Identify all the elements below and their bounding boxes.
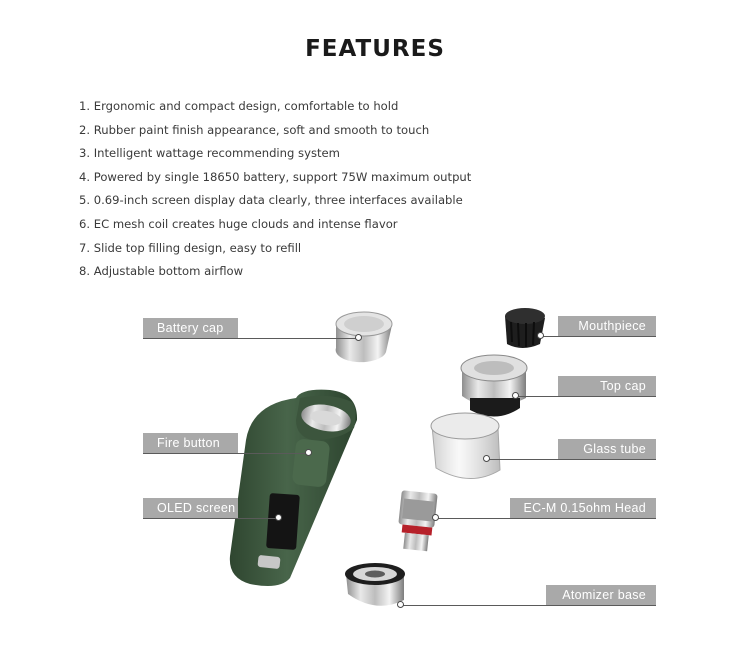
atomizer-base-part (345, 563, 405, 606)
mouthpiece-marker (537, 332, 544, 339)
top-cap-label: Top cap (558, 376, 656, 396)
battery-cap-marker (355, 334, 362, 341)
top-cap-leader (515, 396, 656, 397)
oled-screen-leader (143, 518, 278, 519)
top-cap-part (461, 355, 527, 417)
coil-head-label: EC-M 0.15ohm Head (510, 498, 656, 518)
atomizer-base-marker (397, 601, 404, 608)
fire-button-label: Fire button (143, 433, 238, 453)
fire-button-marker (305, 449, 312, 456)
feature-item: 6. EC mesh coil creates huge clouds and intense flavor (79, 216, 398, 231)
mouthpiece-leader (541, 336, 656, 337)
mod-body-part (230, 390, 357, 586)
glass-tube-label: Glass tube (558, 439, 656, 459)
oled-screen-marker (275, 514, 282, 521)
feature-item: 7. Slide top filling design, easy to refill (79, 240, 302, 255)
feature-item: 4. Powered by single 18650 battery, support 75W maximum output (79, 169, 472, 184)
top-cap-marker (512, 392, 519, 399)
atomizer-base-label: Atomizer base (546, 585, 656, 605)
feature-item: 2. Rubber paint finish appearance, soft and smooth to touch (79, 122, 430, 137)
mouthpiece-label: Mouthpiece (558, 316, 656, 336)
mouthpiece-part (505, 308, 545, 348)
atomizer-base-leader (400, 605, 656, 606)
coil-head-marker (432, 514, 439, 521)
glass-tube-part (431, 413, 500, 479)
glass-tube-marker (483, 455, 490, 462)
feature-item: 5. 0.69-inch screen display data clearly, three interfaces available (79, 193, 463, 208)
battery-cap-leader (143, 338, 358, 339)
feature-item: 3. Intelligent wattage recommending system (79, 146, 340, 161)
coil-head-part (398, 490, 437, 551)
fire-button-leader (143, 453, 308, 454)
features-heading: FEATURES (305, 36, 445, 62)
battery-cap-label: Battery cap (143, 318, 238, 338)
feature-item: 8. Adjustable bottom airflow (79, 264, 244, 279)
feature-item: 1. Ergonomic and compact design, comfortable to hold (79, 99, 399, 113)
oled-screen-label: OLED screen (143, 498, 238, 518)
glass-tube-leader (486, 459, 656, 460)
coil-head-leader (435, 518, 656, 519)
